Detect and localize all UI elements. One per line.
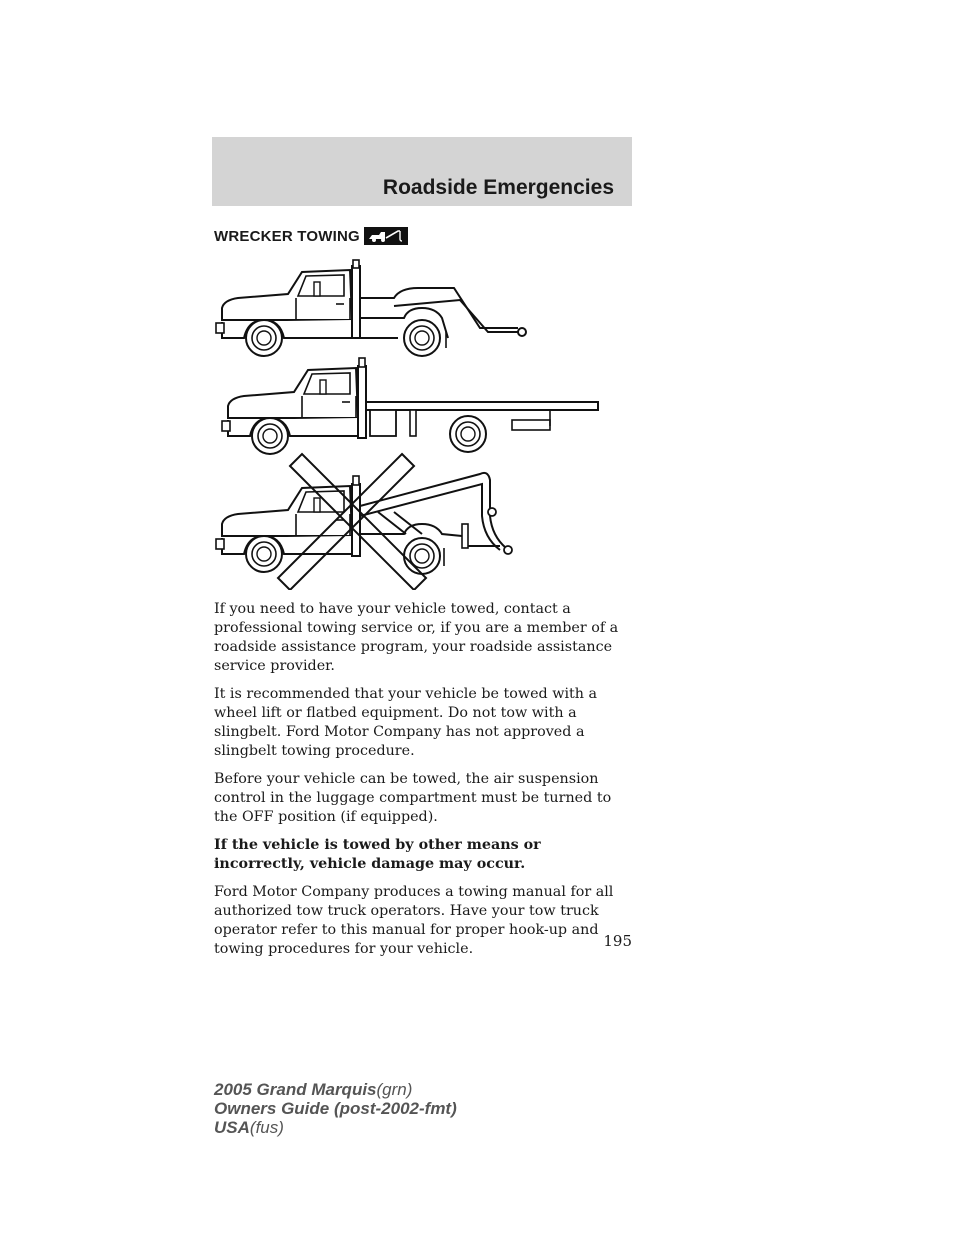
footer-line-2 xyxy=(214,1099,457,1118)
flatbed-tow-truck xyxy=(222,358,598,454)
paragraph-towing-manual: Ford Motor Company produces a towing manual for all authorized tow truck operators. Have your tow truck operator refer to this manual for proper hook-up and towing procedures for your vehicle. xyxy=(214,884,614,957)
footer-market: USA xyxy=(214,1118,250,1137)
header-band xyxy=(212,137,632,206)
footer-market-code: (fus) xyxy=(249,1118,284,1137)
footer-model: 2005 Grand Marquis xyxy=(214,1080,377,1099)
section-heading xyxy=(214,226,408,246)
wheel-lift-tow-truck xyxy=(216,260,526,356)
document-footer xyxy=(214,1080,457,1137)
footer-guide: Owners Guide (post-2002-fmt) xyxy=(214,1099,457,1118)
footer-line-1 xyxy=(214,1080,457,1099)
towing-methods-illustration xyxy=(212,256,602,590)
paragraph-air-suspension: Before your vehicle can be towed, the air suspension control in the luggage compartment must be turned to the OFF position (if equipped). xyxy=(214,771,612,825)
footer-model-code: (grn) xyxy=(376,1080,413,1099)
paragraph-recommended-equipment: It is recommended that your vehicle be towed with a wheel lift or flatbed equipment. Do not tow with a slingbelt. Ford Motor Company has not approved a slingbelt towing procedure. xyxy=(214,686,598,759)
paragraph-damage-warning: If the vehicle is towed by other means or incorrectly, vehicle damage may occur. xyxy=(214,837,541,872)
page-section-title: Roadside Emergencies xyxy=(382,176,614,199)
body-text xyxy=(214,600,634,968)
paragraph-contact-service: If you need to have your vehicle towed, contact a professional towing service or, if you are a member of a roadside assistance program, your roadside assistance service provider. xyxy=(214,601,619,674)
wrecker-tow-icon xyxy=(364,227,408,245)
footer-line-3 xyxy=(214,1118,457,1137)
slingbelt-tow-truck xyxy=(216,473,512,574)
page-number: 195 xyxy=(603,932,632,950)
section-heading-text: WRECKER TOWING xyxy=(214,227,360,245)
